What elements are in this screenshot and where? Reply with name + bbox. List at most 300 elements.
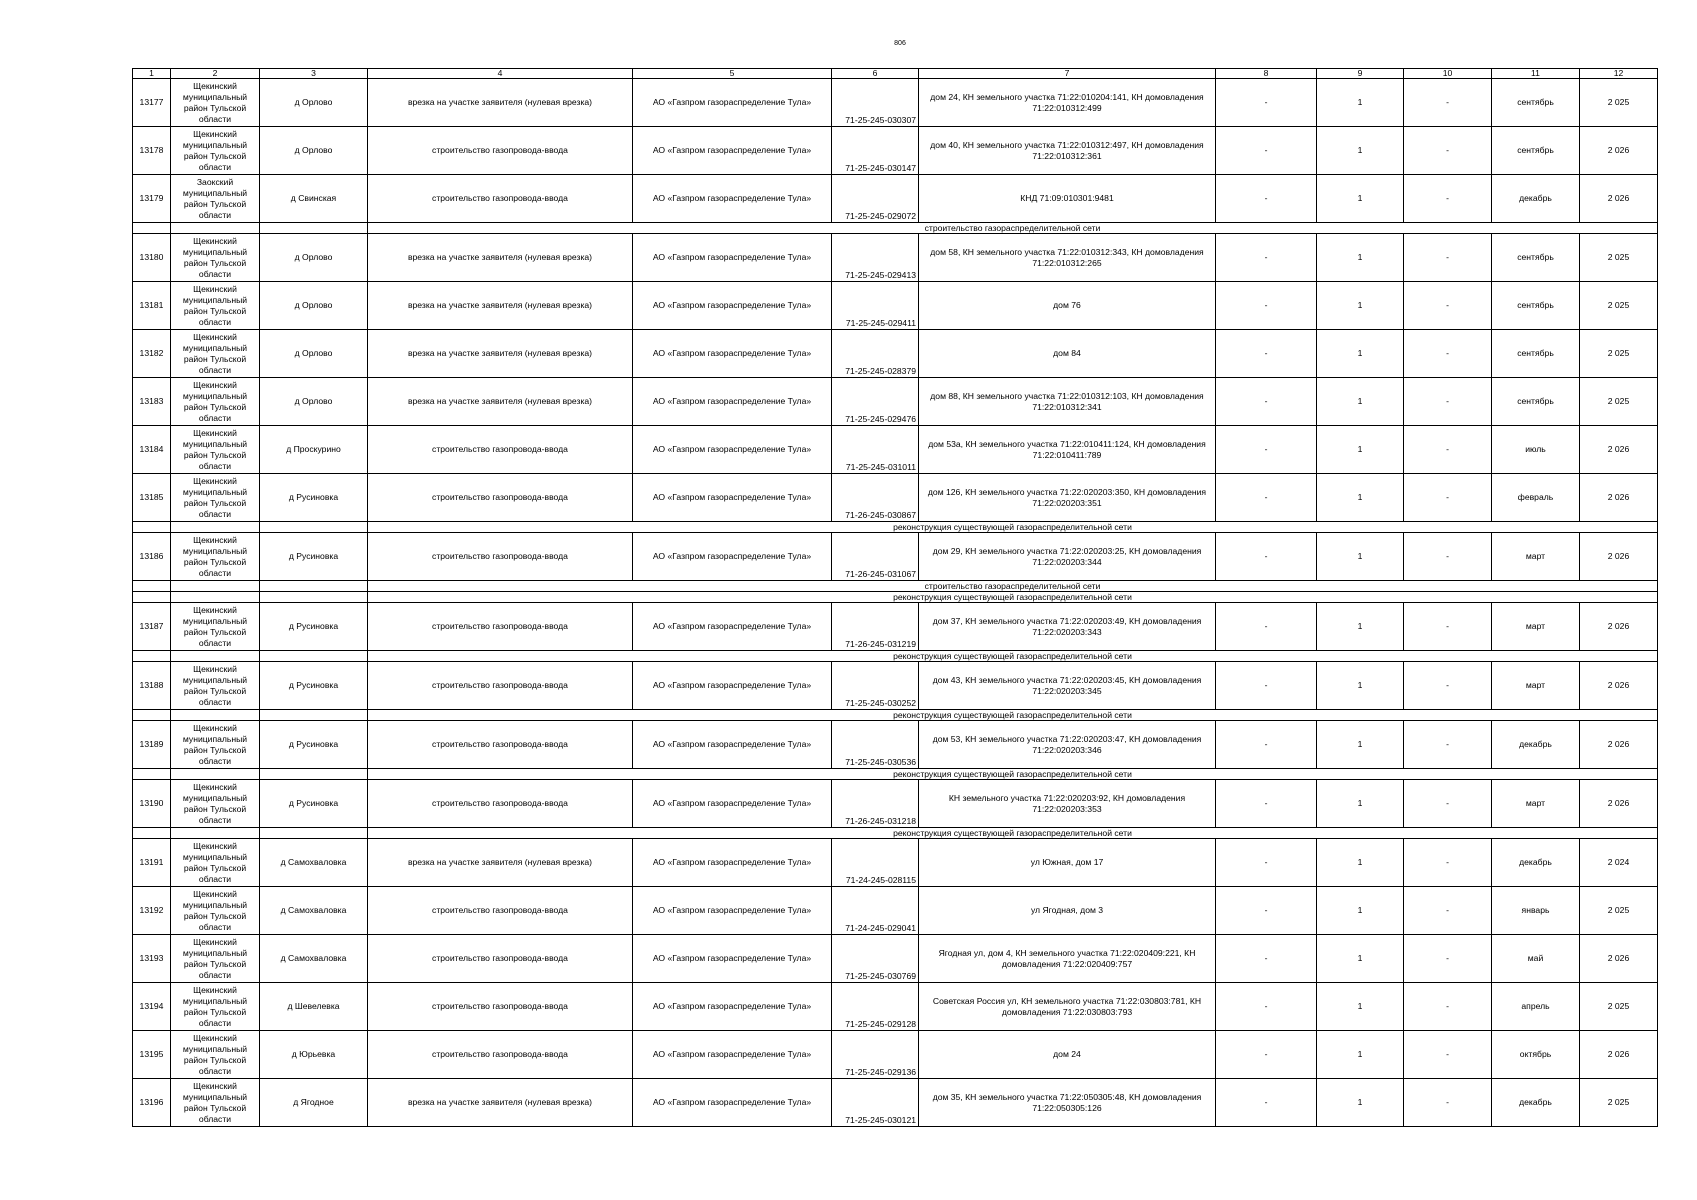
work-type-cell: строительство газопровода-ввода [368, 1031, 633, 1079]
col8-cell: - [1216, 935, 1317, 983]
object-id-cell: 71-25-245-030121 [832, 1079, 919, 1127]
object-id-cell: 71-25-245-029476 [832, 378, 919, 426]
district-cell: Щекинский муниципальный район Тульской области [171, 935, 260, 983]
district-cell: Щекинский муниципальный район Тульской области [171, 887, 260, 935]
work-type-cell: врезка на участке заявителя (нулевая врезка) [368, 1079, 633, 1127]
year-cell: 2 025 [1580, 234, 1658, 282]
year-cell: 2 024 [1580, 839, 1658, 887]
col-header: 4 [368, 69, 633, 79]
count-cell: 1 [1317, 79, 1404, 127]
address-cell: дом 29, КН земельного участка 71:22:020203:25, КН домовладения 71:22:020203:344 [919, 533, 1216, 581]
organization-cell: АО «Газпром газораспределение Тула» [633, 780, 832, 828]
month-cell: октябрь [1492, 1031, 1580, 1079]
address-cell: дом 24 [919, 1031, 1216, 1079]
section-empty-cell [260, 651, 368, 662]
year-cell: 2 026 [1580, 603, 1658, 651]
col10-cell: - [1404, 426, 1492, 474]
section-empty-cell [133, 223, 171, 234]
col10-cell: - [1404, 330, 1492, 378]
table-row [133, 378, 1658, 426]
table-row [133, 127, 1658, 175]
month-cell: май [1492, 935, 1580, 983]
col-header: 1 [133, 69, 171, 79]
organization-cell: АО «Газпром газораспределение Тула» [633, 887, 832, 935]
section-empty-cell [133, 522, 171, 533]
address-cell: дом 53, КН земельного участка 71:22:020203:47, КН домовладения 71:22:020203:346 [919, 721, 1216, 769]
address-cell: КН земельного участка 71:22:020203:92, КН домовладения 71:22:020203:353 [919, 780, 1216, 828]
work-type-cell: врезка на участке заявителя (нулевая врезка) [368, 282, 633, 330]
count-cell: 1 [1317, 282, 1404, 330]
address-cell: дом 58, КН земельного участка 71:22:010312:343, КН домовладения 71:22:010312:265 [919, 234, 1216, 282]
organization-cell: АО «Газпром газораспределение Тула» [633, 839, 832, 887]
settlement-cell: д Самохваловка [260, 935, 368, 983]
settlement-cell: д Орлово [260, 330, 368, 378]
count-cell: 1 [1317, 234, 1404, 282]
col8-cell: - [1216, 887, 1317, 935]
settlement-cell: д Орлово [260, 234, 368, 282]
organization-cell: АО «Газпром газораспределение Тула» [633, 721, 832, 769]
row-number: 13187 [133, 603, 171, 651]
object-id-cell: 71-26-245-031219 [832, 603, 919, 651]
count-cell: 1 [1317, 839, 1404, 887]
section-empty-cell [133, 581, 171, 592]
count-cell: 1 [1317, 378, 1404, 426]
count-cell: 1 [1317, 330, 1404, 378]
work-type-cell: строительство газопровода-ввода [368, 426, 633, 474]
object-id-cell: 71-25-245-029072 [832, 175, 919, 223]
section-empty-cell [260, 828, 368, 839]
col8-cell: - [1216, 662, 1317, 710]
row-number: 13180 [133, 234, 171, 282]
table-row [133, 721, 1658, 769]
month-cell: январь [1492, 887, 1580, 935]
count-cell: 1 [1317, 662, 1404, 710]
year-cell: 2 025 [1580, 330, 1658, 378]
month-cell: декабрь [1492, 1079, 1580, 1127]
col10-cell: - [1404, 282, 1492, 330]
settlement-cell: д Орлово [260, 79, 368, 127]
section-row [133, 828, 1658, 839]
district-cell: Щекинский муниципальный район Тульской области [171, 1079, 260, 1127]
section-title: реконструкция существующей газораспределительной сети [368, 522, 1658, 533]
count-cell: 1 [1317, 603, 1404, 651]
object-id-cell: 71-26-245-031218 [832, 780, 919, 828]
work-type-cell: врезка на участке заявителя (нулевая врезка) [368, 330, 633, 378]
settlement-cell: д Орлово [260, 378, 368, 426]
section-empty-cell [171, 522, 260, 533]
col10-cell: - [1404, 662, 1492, 710]
column-number-row [133, 69, 1658, 79]
settlement-cell: д Русиновка [260, 533, 368, 581]
row-number: 13190 [133, 780, 171, 828]
col10-cell: - [1404, 127, 1492, 175]
section-empty-cell [133, 828, 171, 839]
section-empty-cell [260, 592, 368, 603]
col8-cell: - [1216, 839, 1317, 887]
work-type-cell: строительство газопровода-ввода [368, 175, 633, 223]
organization-cell: АО «Газпром газораспределение Тула» [633, 426, 832, 474]
address-cell: ул Ягодная, дом 3 [919, 887, 1216, 935]
object-id-cell: 71-26-245-030867 [832, 474, 919, 522]
district-cell: Щекинский муниципальный район Тульской области [171, 79, 260, 127]
row-number: 13194 [133, 983, 171, 1031]
district-cell: Щекинский муниципальный район Тульской области [171, 662, 260, 710]
year-cell: 2 025 [1580, 1079, 1658, 1127]
table-row [133, 533, 1658, 581]
settlement-cell: д Шевелевка [260, 983, 368, 1031]
object-id-cell: 71-25-245-029413 [832, 234, 919, 282]
section-row [133, 522, 1658, 533]
year-cell: 2 026 [1580, 662, 1658, 710]
organization-cell: АО «Газпром газораспределение Тула» [633, 533, 832, 581]
table-row [133, 330, 1658, 378]
col10-cell: - [1404, 175, 1492, 223]
settlement-cell: д Проскурино [260, 426, 368, 474]
col8-cell: - [1216, 1079, 1317, 1127]
district-cell: Щекинский муниципальный район Тульской области [171, 127, 260, 175]
settlement-cell: д Русиновка [260, 474, 368, 522]
row-number: 13195 [133, 1031, 171, 1079]
address-cell: ул Южная, дом 17 [919, 839, 1216, 887]
organization-cell: АО «Газпром газораспределение Тула» [633, 378, 832, 426]
object-id-cell: 71-24-245-029041 [832, 887, 919, 935]
section-empty-cell [260, 522, 368, 533]
address-cell: Советская Россия ул, КН земельного участка 71:22:030803:781, КН домовладения 71:22:030803:793 [919, 983, 1216, 1031]
section-empty-cell [133, 710, 171, 721]
district-cell: Щекинский муниципальный район Тульской области [171, 234, 260, 282]
year-cell: 2 026 [1580, 127, 1658, 175]
district-cell: Щекинский муниципальный район Тульской области [171, 780, 260, 828]
row-number: 13188 [133, 662, 171, 710]
year-cell: 2 026 [1580, 474, 1658, 522]
page-number: 806 [894, 40, 906, 47]
district-cell: Щекинский муниципальный район Тульской области [171, 603, 260, 651]
work-type-cell: строительство газопровода-ввода [368, 603, 633, 651]
table-row [133, 935, 1658, 983]
table-row [133, 474, 1658, 522]
row-number: 13185 [133, 474, 171, 522]
col-header: 8 [1216, 69, 1317, 79]
row-number: 13193 [133, 935, 171, 983]
row-number: 13182 [133, 330, 171, 378]
table-row [133, 175, 1658, 223]
row-number: 13189 [133, 721, 171, 769]
count-cell: 1 [1317, 1031, 1404, 1079]
year-cell: 2 026 [1580, 780, 1658, 828]
col8-cell: - [1216, 127, 1317, 175]
section-empty-cell [171, 223, 260, 234]
month-cell: март [1492, 780, 1580, 828]
object-id-cell: 71-25-245-029136 [832, 1031, 919, 1079]
section-empty-cell [171, 581, 260, 592]
object-id-cell: 71-26-245-031067 [832, 533, 919, 581]
count-cell: 1 [1317, 983, 1404, 1031]
section-row [133, 223, 1658, 234]
col-header: 7 [919, 69, 1216, 79]
year-cell: 2 025 [1580, 79, 1658, 127]
organization-cell: АО «Газпром газораспределение Тула» [633, 282, 832, 330]
month-cell: апрель [1492, 983, 1580, 1031]
count-cell: 1 [1317, 1079, 1404, 1127]
section-empty-cell [171, 769, 260, 780]
col8-cell: - [1216, 603, 1317, 651]
address-cell: дом 88, КН земельного участка 71:22:010312:103, КН домовладения 71:22:010312:341 [919, 378, 1216, 426]
col-header: 3 [260, 69, 368, 79]
section-row [133, 651, 1658, 662]
address-cell: Ягодная ул, дом 4, КН земельного участка 71:22:020409:221, КН домовладения 71:22:020409:757 [919, 935, 1216, 983]
object-id-cell: 71-25-245-030769 [832, 935, 919, 983]
col10-cell: - [1404, 780, 1492, 828]
district-cell: Щекинский муниципальный район Тульской области [171, 474, 260, 522]
table-row [133, 983, 1658, 1031]
section-empty-cell [171, 592, 260, 603]
object-id-cell: 71-25-245-031011 [832, 426, 919, 474]
district-cell: Щекинский муниципальный район Тульской области [171, 721, 260, 769]
month-cell: декабрь [1492, 175, 1580, 223]
year-cell: 2 025 [1580, 887, 1658, 935]
col10-cell: - [1404, 234, 1492, 282]
district-cell: Щекинский муниципальный район Тульской области [171, 1031, 260, 1079]
district-cell: Щекинский муниципальный район Тульской области [171, 983, 260, 1031]
col10-cell: - [1404, 887, 1492, 935]
section-empty-cell [133, 592, 171, 603]
col-header: 12 [1580, 69, 1658, 79]
row-number: 13184 [133, 426, 171, 474]
address-cell: КНД 71:09:010301:9481 [919, 175, 1216, 223]
col-header: 2 [171, 69, 260, 79]
month-cell: сентябрь [1492, 330, 1580, 378]
section-empty-cell [171, 651, 260, 662]
section-empty-cell [133, 651, 171, 662]
table-row [133, 426, 1658, 474]
col8-cell: - [1216, 721, 1317, 769]
year-cell: 2 026 [1580, 1031, 1658, 1079]
settlement-cell: д Юрьевка [260, 1031, 368, 1079]
district-cell: Щекинский муниципальный район Тульской области [171, 378, 260, 426]
organization-cell: АО «Газпром газораспределение Тула» [633, 1031, 832, 1079]
section-title: строительство газораспределительной сети [368, 223, 1658, 234]
col10-cell: - [1404, 79, 1492, 127]
organization-cell: АО «Газпром газораспределение Тула» [633, 79, 832, 127]
work-type-cell: строительство газопровода-ввода [368, 780, 633, 828]
district-cell: Щекинский муниципальный район Тульской области [171, 426, 260, 474]
object-id-cell: 71-24-245-028115 [832, 839, 919, 887]
col-header: 10 [1404, 69, 1492, 79]
table-row [133, 603, 1658, 651]
row-number: 13191 [133, 839, 171, 887]
settlement-cell: д Орлово [260, 127, 368, 175]
work-type-cell: строительство газопровода-ввода [368, 474, 633, 522]
col8-cell: - [1216, 426, 1317, 474]
month-cell: сентябрь [1492, 282, 1580, 330]
settlement-cell: д Русиновка [260, 780, 368, 828]
address-cell: дом 84 [919, 330, 1216, 378]
work-type-cell: строительство газопровода-ввода [368, 935, 633, 983]
section-row [133, 769, 1658, 780]
organization-cell: АО «Газпром газораспределение Тула» [633, 935, 832, 983]
work-type-cell: строительство газопровода-ввода [368, 887, 633, 935]
col10-cell: - [1404, 935, 1492, 983]
table-row [133, 1031, 1658, 1079]
organization-cell: АО «Газпром газораспределение Тула» [633, 127, 832, 175]
month-cell: март [1492, 533, 1580, 581]
work-type-cell: врезка на участке заявителя (нулевая врезка) [368, 839, 633, 887]
col8-cell: - [1216, 175, 1317, 223]
col10-cell: - [1404, 839, 1492, 887]
count-cell: 1 [1317, 426, 1404, 474]
count-cell: 1 [1317, 721, 1404, 769]
col8-cell: - [1216, 780, 1317, 828]
section-row [133, 710, 1658, 721]
row-number: 13183 [133, 378, 171, 426]
month-cell: сентябрь [1492, 378, 1580, 426]
organization-cell: АО «Газпром газораспределение Тула» [633, 1079, 832, 1127]
district-cell: Щекинский муниципальный район Тульской области [171, 282, 260, 330]
col10-cell: - [1404, 1031, 1492, 1079]
row-number: 13179 [133, 175, 171, 223]
section-title: реконструкция существующей газораспределительной сети [368, 769, 1658, 780]
year-cell: 2 025 [1580, 378, 1658, 426]
col-header: 11 [1492, 69, 1580, 79]
year-cell: 2 026 [1580, 935, 1658, 983]
address-cell: дом 76 [919, 282, 1216, 330]
col-header: 5 [633, 69, 832, 79]
settlement-cell: д Самохваловка [260, 839, 368, 887]
col-header: 6 [832, 69, 919, 79]
year-cell: 2 026 [1580, 175, 1658, 223]
col8-cell: - [1216, 533, 1317, 581]
col10-cell: - [1404, 474, 1492, 522]
section-row [133, 592, 1658, 603]
organization-cell: АО «Газпром газораспределение Тула» [633, 662, 832, 710]
district-cell: Щекинский муниципальный район Тульской области [171, 839, 260, 887]
section-row [133, 581, 1658, 592]
address-cell: дом 43, КН земельного участка 71:22:020203:45, КН домовладения 71:22:020203:345 [919, 662, 1216, 710]
month-cell: февраль [1492, 474, 1580, 522]
district-cell: Щекинский муниципальный район Тульской области [171, 533, 260, 581]
work-type-cell: строительство газопровода-ввода [368, 721, 633, 769]
col10-cell: - [1404, 721, 1492, 769]
col8-cell: - [1216, 234, 1317, 282]
section-empty-cell [260, 223, 368, 234]
month-cell: сентябрь [1492, 234, 1580, 282]
work-type-cell: строительство газопровода-ввода [368, 127, 633, 175]
col10-cell: - [1404, 533, 1492, 581]
object-id-cell: 71-25-245-029411 [832, 282, 919, 330]
work-type-cell: врезка на участке заявителя (нулевая врезка) [368, 234, 633, 282]
month-cell: сентябрь [1492, 79, 1580, 127]
settlement-cell: д Русиновка [260, 721, 368, 769]
table-row [133, 234, 1658, 282]
settlement-cell: д Свинская [260, 175, 368, 223]
organization-cell: АО «Газпром газораспределение Тула» [633, 330, 832, 378]
object-id-cell: 71-25-245-028379 [832, 330, 919, 378]
year-cell: 2 026 [1580, 426, 1658, 474]
work-type-cell: строительство газопровода-ввода [368, 983, 633, 1031]
table-row [133, 282, 1658, 330]
work-type-cell: врезка на участке заявителя (нулевая врезка) [368, 378, 633, 426]
table-row [133, 79, 1658, 127]
section-empty-cell [171, 710, 260, 721]
settlement-cell: д Русиновка [260, 603, 368, 651]
section-title: реконструкция существующей газораспределительной сети [368, 651, 1658, 662]
section-empty-cell [260, 710, 368, 721]
settlement-cell: д Русиновка [260, 662, 368, 710]
section-empty-cell [171, 828, 260, 839]
object-id-cell: 71-25-245-030147 [832, 127, 919, 175]
count-cell: 1 [1317, 887, 1404, 935]
count-cell: 1 [1317, 935, 1404, 983]
col8-cell: - [1216, 1031, 1317, 1079]
address-cell: дом 53а, КН земельного участка 71:22:010411:124, КН домовладения 71:22:010411:789 [919, 426, 1216, 474]
district-cell: Заокский муниципальный район Тульской области [171, 175, 260, 223]
year-cell: 2 025 [1580, 983, 1658, 1031]
object-id-cell: 71-25-245-029128 [832, 983, 919, 1031]
table-row [133, 662, 1658, 710]
section-title: реконструкция существующей газораспределительной сети [368, 592, 1658, 603]
col8-cell: - [1216, 79, 1317, 127]
col8-cell: - [1216, 282, 1317, 330]
organization-cell: АО «Газпром газораспределение Тула» [633, 234, 832, 282]
section-title: реконструкция существующей газораспределительной сети [368, 710, 1658, 721]
organization-cell: АО «Газпром газораспределение Тула» [633, 175, 832, 223]
year-cell: 2 025 [1580, 282, 1658, 330]
year-cell: 2 026 [1580, 721, 1658, 769]
object-id-cell: 71-25-245-030307 [832, 79, 919, 127]
section-empty-cell [133, 769, 171, 780]
col10-cell: - [1404, 603, 1492, 651]
address-cell: дом 37, КН земельного участка 71:22:020203:49, КН домовладения 71:22:020203:343 [919, 603, 1216, 651]
month-cell: март [1492, 603, 1580, 651]
organization-cell: АО «Газпром газораспределение Тула» [633, 474, 832, 522]
row-number: 13192 [133, 887, 171, 935]
address-cell: дом 126, КН земельного участка 71:22:020203:350, КН домовладения 71:22:020203:351 [919, 474, 1216, 522]
district-cell: Щекинский муниципальный район Тульской области [171, 330, 260, 378]
count-cell: 1 [1317, 780, 1404, 828]
col10-cell: - [1404, 378, 1492, 426]
col10-cell: - [1404, 1079, 1492, 1127]
section-empty-cell [260, 581, 368, 592]
col10-cell: - [1404, 983, 1492, 1031]
table-row [133, 1079, 1658, 1127]
count-cell: 1 [1317, 474, 1404, 522]
organization-cell: АО «Газпром газораспределение Тула» [633, 603, 832, 651]
month-cell: июль [1492, 426, 1580, 474]
address-cell: дом 24, КН земельного участка 71:22:010204:141, КН домовладения 71:22:010312:499 [919, 79, 1216, 127]
count-cell: 1 [1317, 533, 1404, 581]
table-row [133, 839, 1658, 887]
col8-cell: - [1216, 378, 1317, 426]
work-type-cell: строительство газопровода-ввода [368, 533, 633, 581]
month-cell: март [1492, 662, 1580, 710]
count-cell: 1 [1317, 127, 1404, 175]
month-cell: сентябрь [1492, 127, 1580, 175]
col8-cell: - [1216, 983, 1317, 1031]
settlement-cell: д Самохваловка [260, 887, 368, 935]
work-type-cell: строительство газопровода-ввода [368, 662, 633, 710]
col-header: 9 [1317, 69, 1404, 79]
col8-cell: - [1216, 330, 1317, 378]
address-cell: дом 40, КН земельного участка 71:22:010312:497, КН домовладения 71:22:010312:361 [919, 127, 1216, 175]
table-row [133, 780, 1658, 828]
work-type-cell: врезка на участке заявителя (нулевая врезка) [368, 79, 633, 127]
count-cell: 1 [1317, 175, 1404, 223]
row-number: 13178 [133, 127, 171, 175]
object-id-cell: 71-25-245-030252 [832, 662, 919, 710]
settlement-cell: д Орлово [260, 282, 368, 330]
organization-cell: АО «Газпром газораспределение Тула» [633, 983, 832, 1031]
row-number: 13181 [133, 282, 171, 330]
